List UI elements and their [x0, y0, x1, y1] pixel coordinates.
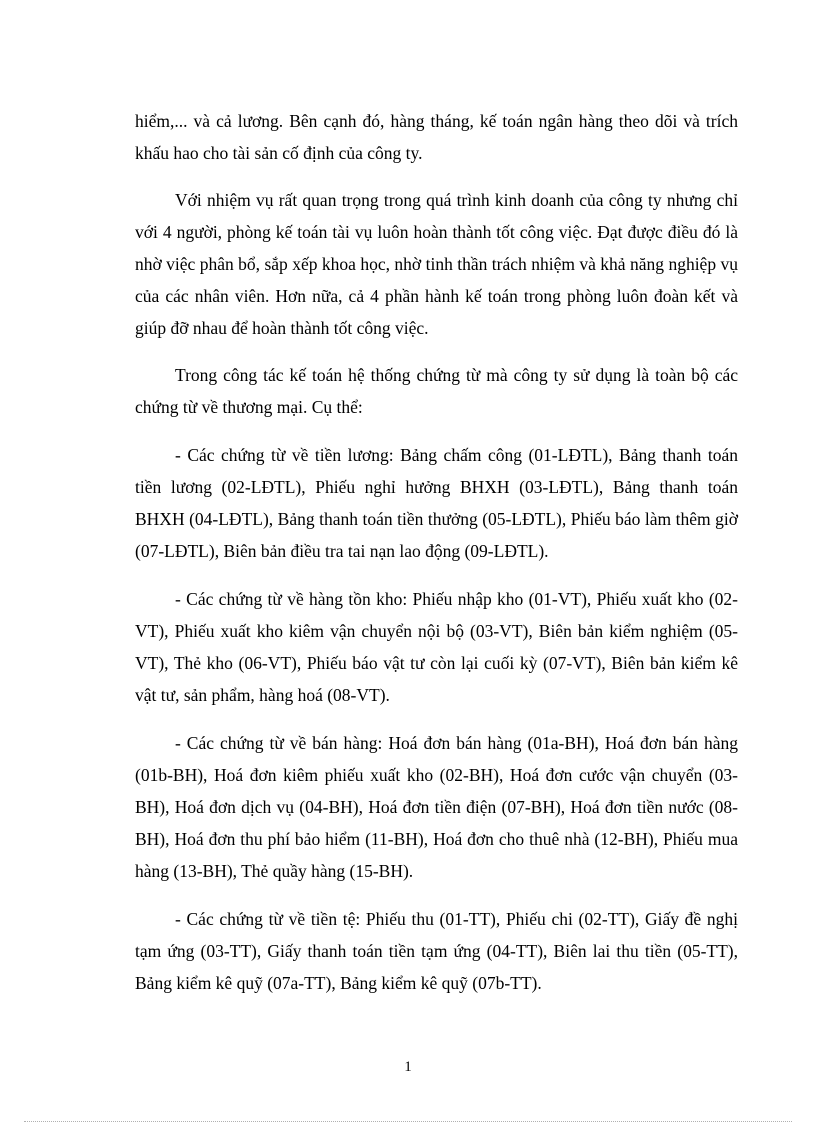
list-item-inventory-vouchers: - Các chứng từ về hàng tồn kho: Phiếu nhập kho (01-VT), Phiếu xuất kho (02-VT), Phiếu xuất kho kiêm vận chuyển nội bộ (03-VT), Biên bản kiểm nghiệm (05-VT), Thẻ kho (06-VT), Phiếu báo vật tư còn lại cuối kỳ (07-VT), Biên bản kiểm kê vật tư, sản phẩm, hàng hoá (08-VT). — [135, 589, 738, 705]
page-number: 1 — [404, 1059, 412, 1075]
document-body — [135, 105, 738, 999]
list-item-sales-vouchers: - Các chứng từ về bán hàng: Hoá đơn bán hàng (01a-BH), Hoá đơn bán hàng (01b-BH), Hoá đơn kiêm phiếu xuất kho (02-BH), Hoá đơn cước vận chuyển (03-BH), Hoá đơn dịch vụ (04-BH), Hoá đơn tiền điện (07-BH), Hoá đơn tiền nước (08-BH), Hoá đơn thu phí bảo hiểm (11-BH), Hoá đơn cho thuê nhà (12-BH), Phiếu mua hàng (13-BH), Thẻ quầy hàng (15-BH). — [135, 733, 738, 881]
paragraph-accounting-department: Với nhiệm vụ rất quan trọng trong quá trình kinh doanh của công ty nhưng chỉ với 4 người, phòng kế toán tài vụ luôn hoàn thành tốt công việc. Đạt được điều đó là nhờ việc phân bổ, sắp xếp khoa học, nhờ tinh thần trách nhiệm và khả năng nghiệp vụ của các nhân viên. Hơn nữa, cả 4 phần hành kế toán trong phòng luôn đoàn kết và giúp đỡ nhau để hoàn thành tốt công việc. — [135, 190, 738, 338]
paragraph-voucher-system: Trong công tác kế toán hệ thống chứng từ mà công ty sử dụng là toàn bộ các chứng từ về thương mại. Cụ thể: — [135, 365, 738, 417]
page-bottom-divider — [24, 1121, 792, 1122]
paragraph-continuation: hiểm,... và cả lương. Bên cạnh đó, hàng tháng, kế toán ngân hàng theo dõi và trích khấu hao cho tài sản cố định của công ty. — [135, 111, 738, 163]
list-item-salary-vouchers: - Các chứng từ về tiền lương: Bảng chấm công (01-LĐTL), Bảng thanh toán tiền lương (02-LĐTL), Phiếu nghỉ hưởng BHXH (03-LĐTL), Bảng thanh toán BHXH (04-LĐTL), Bảng thanh toán tiền thưởng (05-LĐTL), Phiếu báo làm thêm giờ (07-LĐTL), Biên bản điều tra tai nạn lao động (09-LĐTL). — [135, 445, 738, 561]
list-item-cash-vouchers: - Các chứng từ về tiền tệ: Phiếu thu (01-TT), Phiếu chi (02-TT), Giấy đề nghị tạm ứng (03-TT), Giấy thanh toán tiền tạm ứng (04-TT), Biên lai thu tiền (05-TT), Bảng kiểm kê quỹ (07a-TT), Bảng kiểm kê quỹ (07b-TT). — [135, 909, 738, 993]
